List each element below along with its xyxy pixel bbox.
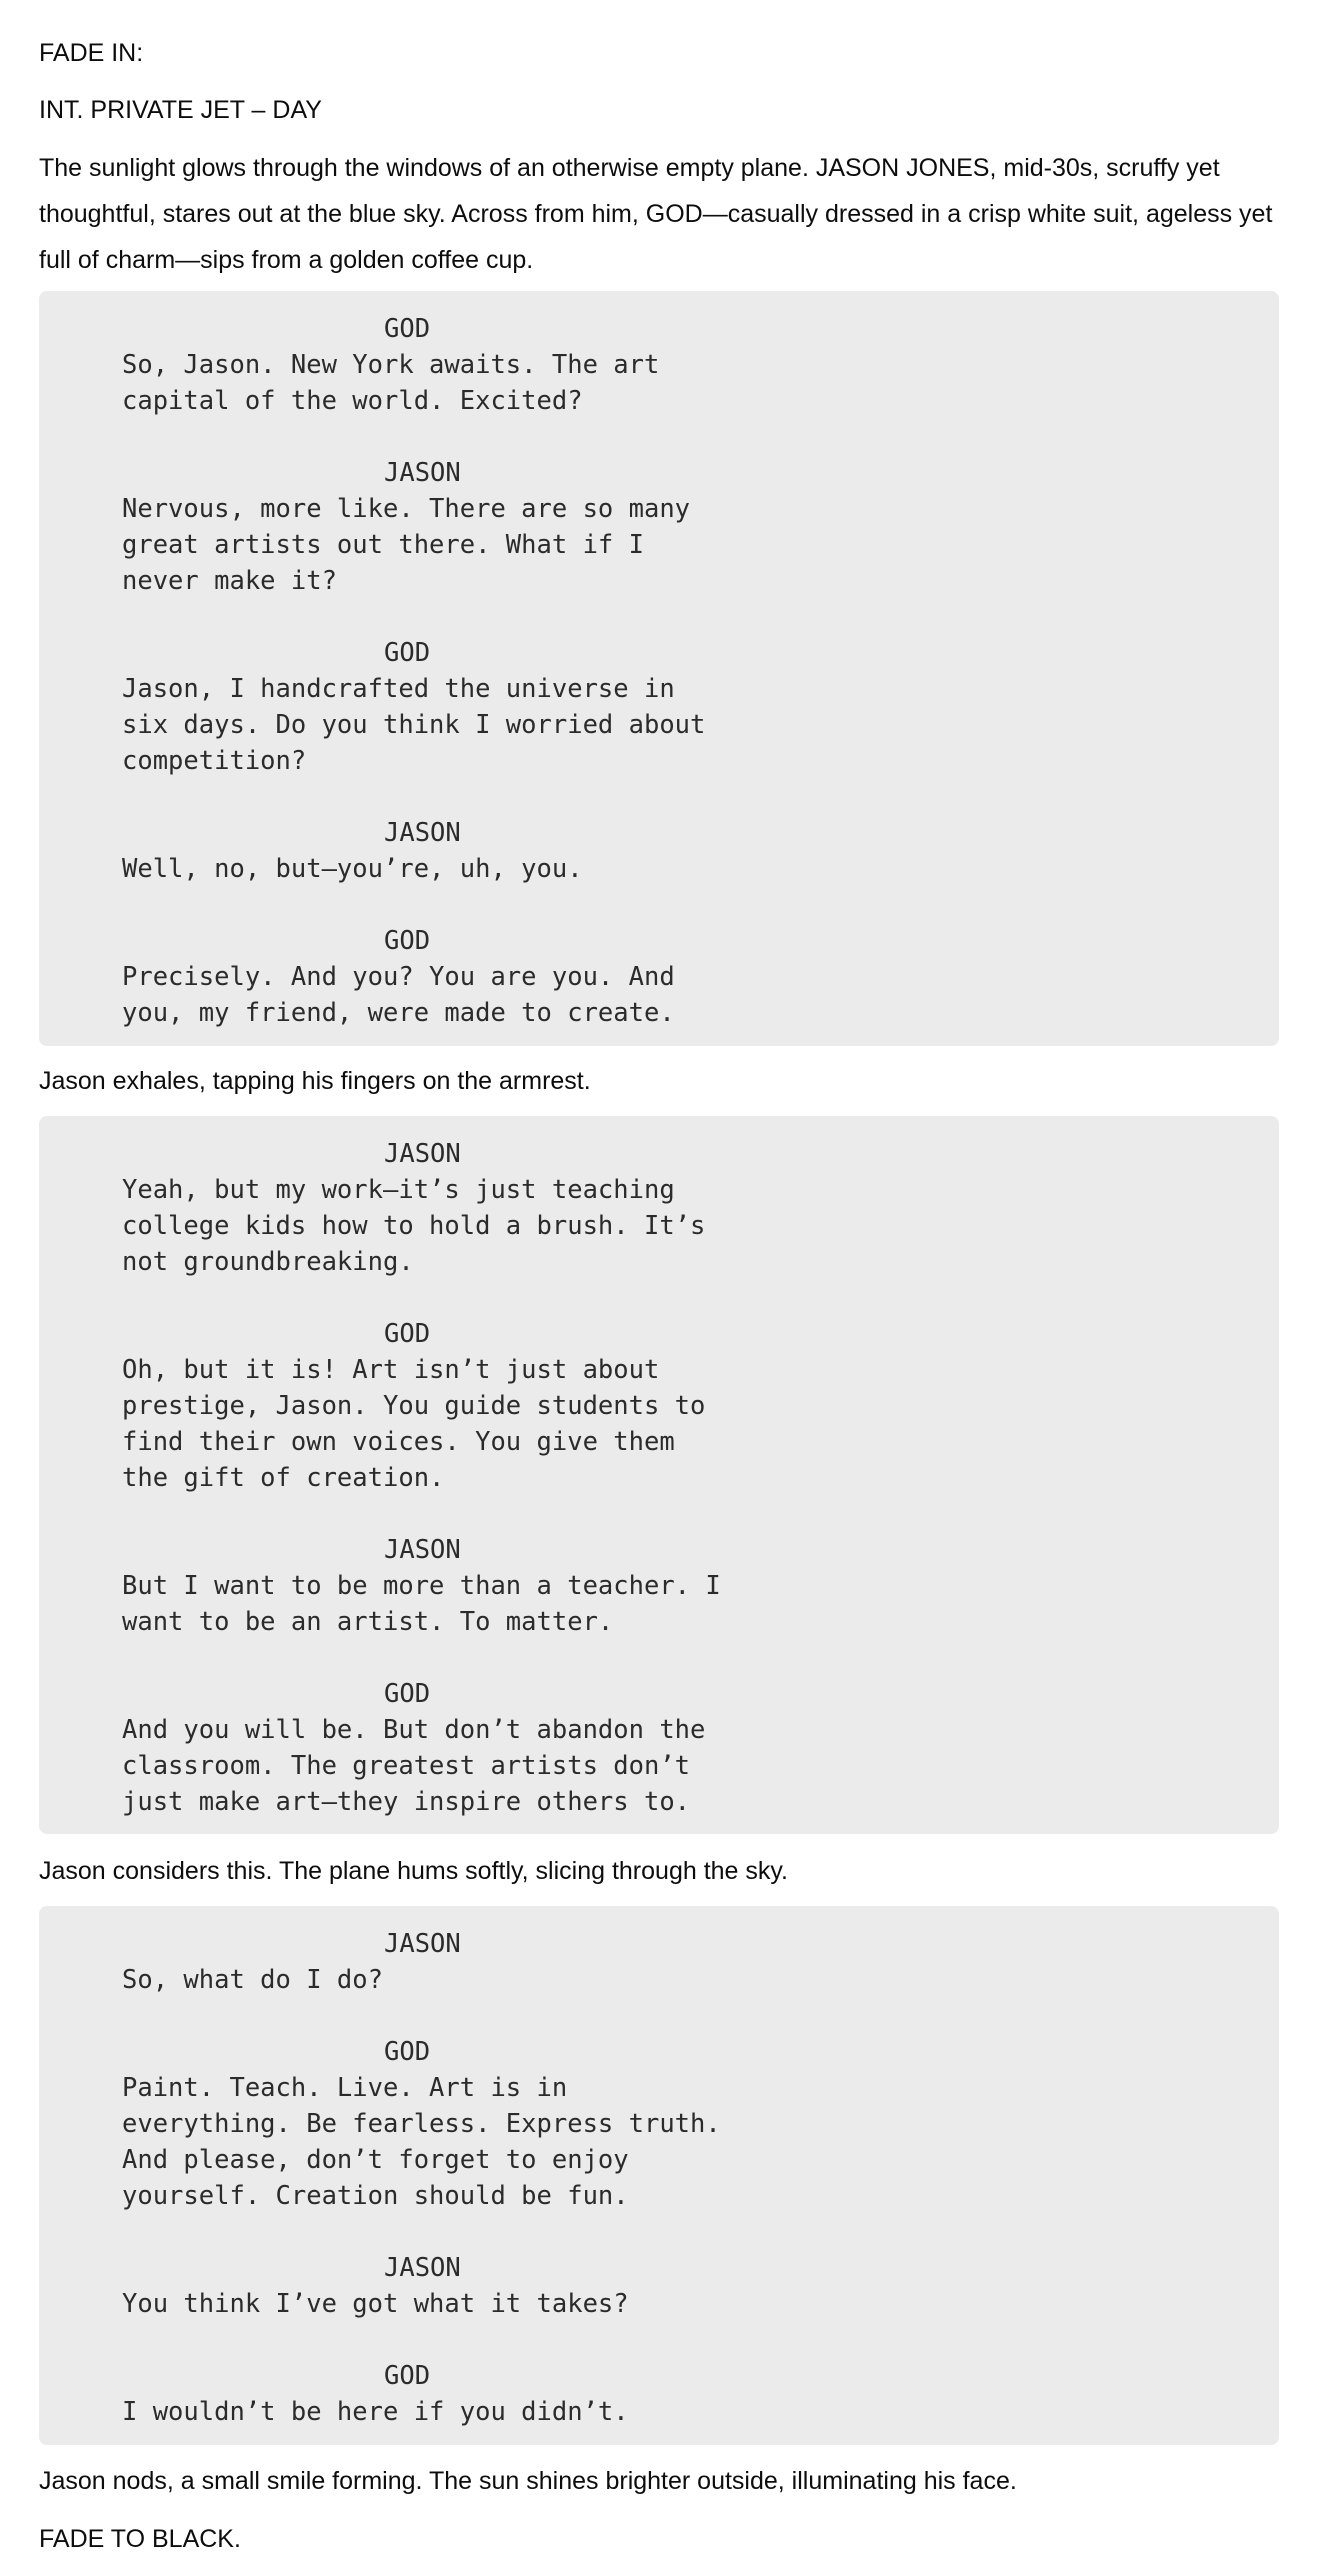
dialogue-line: capital of the world. Excited? (122, 386, 583, 416)
character-name: JASON (384, 1929, 461, 1959)
character-name: JASON (384, 1535, 461, 1565)
dialogue-line: And you will be. But don’t abandon the (122, 1715, 706, 1745)
dialogue-block-2 (39, 1116, 1279, 1834)
character-name: GOD (384, 314, 431, 344)
action-paragraph-4: Jason nods, a small smile forming. The sun shines brighter outside, illuminating his face. (39, 2467, 1017, 2495)
action-paragraph-2: Jason exhales, tapping his fingers on the armrest. (39, 1067, 591, 1095)
dialogue-line: Precisely. And you? You are you. And (122, 962, 675, 992)
character-name: JASON (384, 458, 461, 488)
fade-in-text: FADE IN: (39, 39, 144, 67)
character-name: JASON (384, 818, 461, 848)
dialogue-line: And please, don’t forget to enjoy (122, 2145, 629, 2175)
slugline: INT. PRIVATE JET – DAY (39, 96, 322, 124)
dialogue-text (39, 1926, 1279, 2430)
dialogue-block-1 (39, 291, 1279, 1046)
dialogue-line: Yeah, but my work—it’s just teaching (122, 1175, 675, 1205)
dialogue-line: Jason, I handcrafted the universe in (122, 674, 675, 704)
dialogue-line: find their own voices. You give them (122, 1427, 675, 1457)
dialogue-line: So, what do I do? (122, 1965, 383, 1995)
dialogue-text (39, 1136, 1279, 1820)
dialogue-line: six days. Do you think I worried about (122, 710, 706, 740)
dialogue-line: Paint. Teach. Live. Art is in (122, 2073, 568, 2103)
dialogue-block-3 (39, 1906, 1279, 2445)
character-name: GOD (384, 1319, 431, 1349)
dialogue-line: I wouldn’t be here if you didn’t. (122, 2397, 629, 2427)
blank-line (39, 887, 1279, 923)
dialogue-line: So, Jason. New York awaits. The art (122, 350, 660, 380)
dialogue-line: everything. Be fearless. Express truth. (122, 2109, 721, 2139)
blank-line (39, 1640, 1279, 1676)
blank-line (39, 1280, 1279, 1316)
dialogue-line: college kids how to hold a brush. It’s (122, 1211, 706, 1241)
dialogue-text (39, 311, 1279, 1031)
blank-line (39, 2322, 1279, 2358)
character-name: JASON (384, 1139, 461, 1169)
character-name: GOD (384, 926, 431, 956)
dialogue-line: Well, no, but—you’re, uh, you. (122, 854, 583, 884)
dialogue-line: You think I’ve got what it takes? (122, 2289, 629, 2319)
dialogue-line: Oh, but it is! Art isn’t just about (122, 1355, 660, 1385)
dialogue-line: never make it? (122, 566, 337, 596)
blank-line (39, 779, 1279, 815)
dialogue-line: classroom. The greatest artists don’t (122, 1751, 691, 1781)
dialogue-line: prestige, Jason. You guide students to (122, 1391, 706, 1421)
dialogue-line: you, my friend, were made to create. (122, 998, 675, 1028)
dialogue-line: But I want to be more than a teacher. I (122, 1571, 721, 1601)
blank-line (39, 1998, 1279, 2034)
fade-out-text: FADE TO BLACK. (39, 2525, 241, 2553)
action-paragraph-3: Jason considers this. The plane hums softly, slicing through the sky. (39, 1857, 788, 1885)
character-name: GOD (384, 2361, 431, 2391)
dialogue-line: great artists out there. What if I (122, 530, 644, 560)
blank-line (39, 419, 1279, 455)
dialogue-line: Nervous, more like. There are so many (122, 494, 691, 524)
dialogue-line: competition? (122, 746, 307, 776)
dialogue-line: want to be an artist. To matter. (122, 1607, 614, 1637)
character-name: GOD (384, 1679, 431, 1709)
dialogue-line: not groundbreaking. (122, 1247, 414, 1277)
dialogue-line: yourself. Creation should be fun. (122, 2181, 629, 2211)
blank-line (39, 1496, 1279, 1532)
character-name: GOD (384, 2037, 431, 2067)
blank-line (39, 2214, 1279, 2250)
dialogue-line: the gift of creation. (122, 1463, 445, 1493)
character-name: JASON (384, 2253, 461, 2283)
character-name: GOD (384, 638, 431, 668)
dialogue-line: just make art—they inspire others to. (122, 1787, 691, 1817)
action-paragraph-1: The sunlight glows through the windows of an otherwise empty plane. JASON JONES, mid-30s, scruffy yet thoughtful, stares out at the blue sky. Across from him, GOD—casually dressed in a crisp white suit, ageless yet full of charm—sips from a golden coffee cup. (39, 154, 1273, 274)
blank-line (39, 599, 1279, 635)
